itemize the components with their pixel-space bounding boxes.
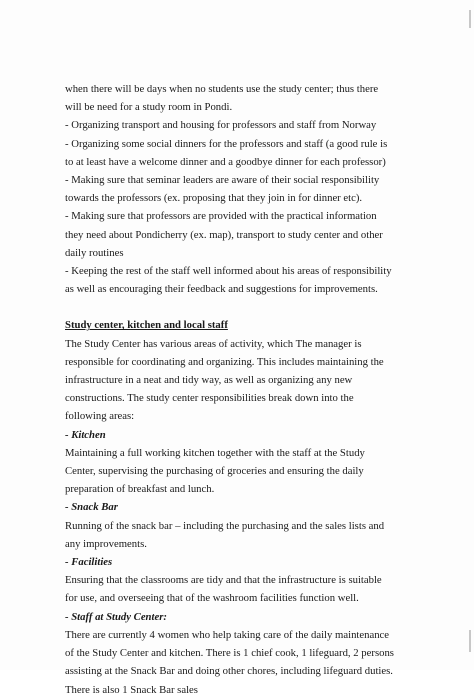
intro-continuation: when there will be days when no students use the study center; thus there will be need for a study room in Pondi. [65, 83, 379, 114]
subheading-facilities: - Facilities [65, 556, 113, 569]
subheading-snack-bar: - Snack Bar [65, 501, 118, 514]
bullet-staff-informed: - Keeping the rest of the staff well informed about his areas of responsibility as well as encouraging their feedback and suggestions for improvements. [65, 265, 392, 296]
kitchen-text: Maintaining a full working kitchen together with the staff at the Study Center, supervising the purchasing of groceries and ensuring the daily preparation of breakfast and lunch. [65, 446, 365, 496]
scan-edge-mark [469, 630, 471, 652]
document-body [65, 80, 395, 699]
bullet-seminar-leaders: - Making sure that seminar leaders are aware of their social responsibility towards the professors (ex. proposing that they join in for dinner etc). [65, 174, 380, 205]
section-intro: The Study Center has various areas of activity, which The manager is responsible for coordinating and organizing. This includes maintaining the infrastructure in a neat and tidy way, as well as organizing any new constructions. The study center responsibilities break down into the following areas: [65, 337, 384, 423]
bullet-social-dinners: - Organizing some social dinners for the professors and staff (a good rule is to at least have a welcome dinner and a goodbye dinner for each professor) [65, 137, 388, 168]
snack-bar-text: Running of the snack bar – including the purchasing and the sales lists and any improvements. [65, 519, 385, 550]
staff-text: There are currently 4 women who help taking care of the daily maintenance of the Study Center and kitchen. There is 1 chief cook, 1 lifeguard, 2 persons assisting at the Snack Bar and doing other chores, including lifeguard duties. There is also 1 Snack Bar sales [65, 628, 394, 696]
bullet-transport: - Organizing transport and housing for professors and staff from Norway [65, 119, 377, 132]
bullet-practical-info: - Making sure that professors are provided with the practical information they need about Pondicherry (ex. map), transport to study center and other daily routines [65, 210, 383, 259]
scan-edge-mark [469, 10, 471, 28]
subheading-kitchen: - Kitchen [65, 428, 106, 441]
subheading-staff: - Staff at Study Center: [65, 610, 167, 623]
facilities-text: Ensuring that the classrooms are tidy and that the infrastructure is suitable for use, and overseeing that of the washroom facilities function well. [65, 574, 382, 605]
section-heading: Study center, kitchen and local staff [65, 319, 228, 332]
